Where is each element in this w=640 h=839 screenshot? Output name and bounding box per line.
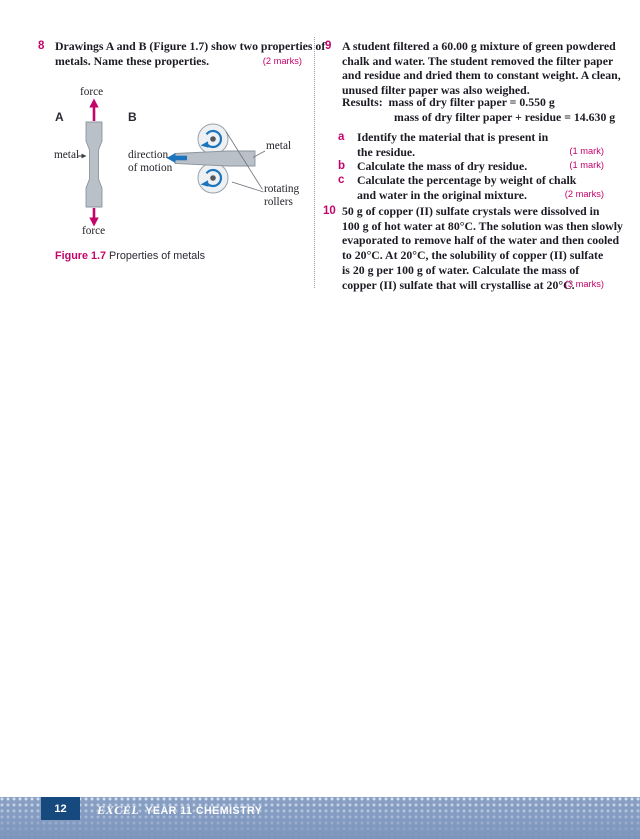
results-line-2: mass of dry filter paper + residue = 14.630 g: [394, 109, 616, 124]
question-10-line: is 20 g per 100 g of water. Calculate the mass of: [342, 262, 580, 277]
part-b-marks: (1 mark): [569, 160, 604, 170]
question-9-line: unused filter paper was also weighed.: [342, 83, 530, 98]
force-top-label: force: [80, 86, 104, 98]
question-10-number: 10: [323, 205, 336, 217]
figure-caption-label: Figure 1.7: [55, 250, 107, 262]
force-arrow-up-icon: [89, 99, 98, 122]
part-c-letter: c: [338, 174, 345, 186]
question-8-line: Drawings A and B (Figure 1.7) show two properties of: [55, 39, 326, 53]
question-10-line: evaporated to remove half of the water and then cooled: [342, 233, 620, 248]
part-c-text: Calculate the percentage by weight of chalk and water in the original mixture.: [357, 173, 577, 202]
question-8-line: metals. Name these properties.: [55, 53, 210, 68]
part-c-marks: (2 marks): [564, 189, 604, 199]
page-number: 12: [54, 802, 67, 815]
force-bottom-label: force: [82, 225, 106, 237]
question-8-marks: (2 marks): [262, 56, 302, 66]
question-9-number: 9: [325, 40, 332, 52]
metal-a-label: metal: [54, 149, 80, 161]
direction-of-motion-label: direction of motion: [128, 149, 173, 174]
part-a-text: Identify the material that is present in the residue.: [357, 130, 549, 159]
results-line-1: mass of dry filter paper = 0.550 g: [388, 95, 555, 109]
part-a-marks: (1 mark): [569, 146, 604, 156]
metal-specimen-shape: [86, 122, 102, 207]
question-10-marks: (3 marks): [564, 279, 604, 289]
question-9-line: chalk and water. The student removed the filter paper: [342, 53, 614, 68]
question-9-text: [342, 39, 621, 98]
question-9-line: and residue and dried them to constant weight. A clean,: [342, 68, 621, 83]
question-10-line: 50 g of copper (II) sulfate crystals were dissolved in: [342, 204, 600, 218]
question-10-line: 100 g of hot water at 80°C. The solution was then slowly: [342, 218, 623, 233]
results-block: [342, 95, 615, 124]
question-10-line: to 20°C. At 20°C, the solubility of copper (II) sulfate: [342, 248, 604, 263]
part-a-letter: a: [338, 131, 345, 143]
column-divider: [314, 37, 315, 288]
force-arrow-down-icon: [89, 208, 98, 227]
part-b-text: Calculate the mass of dry residue.: [357, 159, 528, 173]
footer-band: [0, 797, 640, 839]
rotating-rollers-label: rotating rollers: [264, 183, 300, 208]
drawing-b-label: B: [128, 110, 137, 124]
metal-pointer-arrow-icon: [78, 154, 87, 159]
question-9-line: A student filtered a 60.00 g mixture of green powdered: [342, 39, 616, 53]
figure-caption-text: Properties of metals: [109, 250, 206, 262]
top-roller-axle: [210, 136, 216, 142]
drawing-a-label: A: [55, 110, 64, 124]
brand-logo-text: EXCEL: [97, 803, 140, 817]
metal-b-label: metal: [266, 140, 292, 152]
part-b-letter: b: [338, 160, 346, 172]
bottom-roller-axle: [210, 175, 216, 181]
figure-caption: [55, 250, 205, 262]
series-title: YEAR 11 CHEMISTRY: [145, 805, 263, 817]
footer-title: [97, 801, 262, 819]
page-number-badge: [41, 797, 80, 820]
results-label: Results:: [342, 95, 383, 109]
question-10-line: copper (II) sulfate that will crystallise at 20°C.: [342, 277, 575, 292]
question-8-number: 8: [38, 40, 45, 52]
